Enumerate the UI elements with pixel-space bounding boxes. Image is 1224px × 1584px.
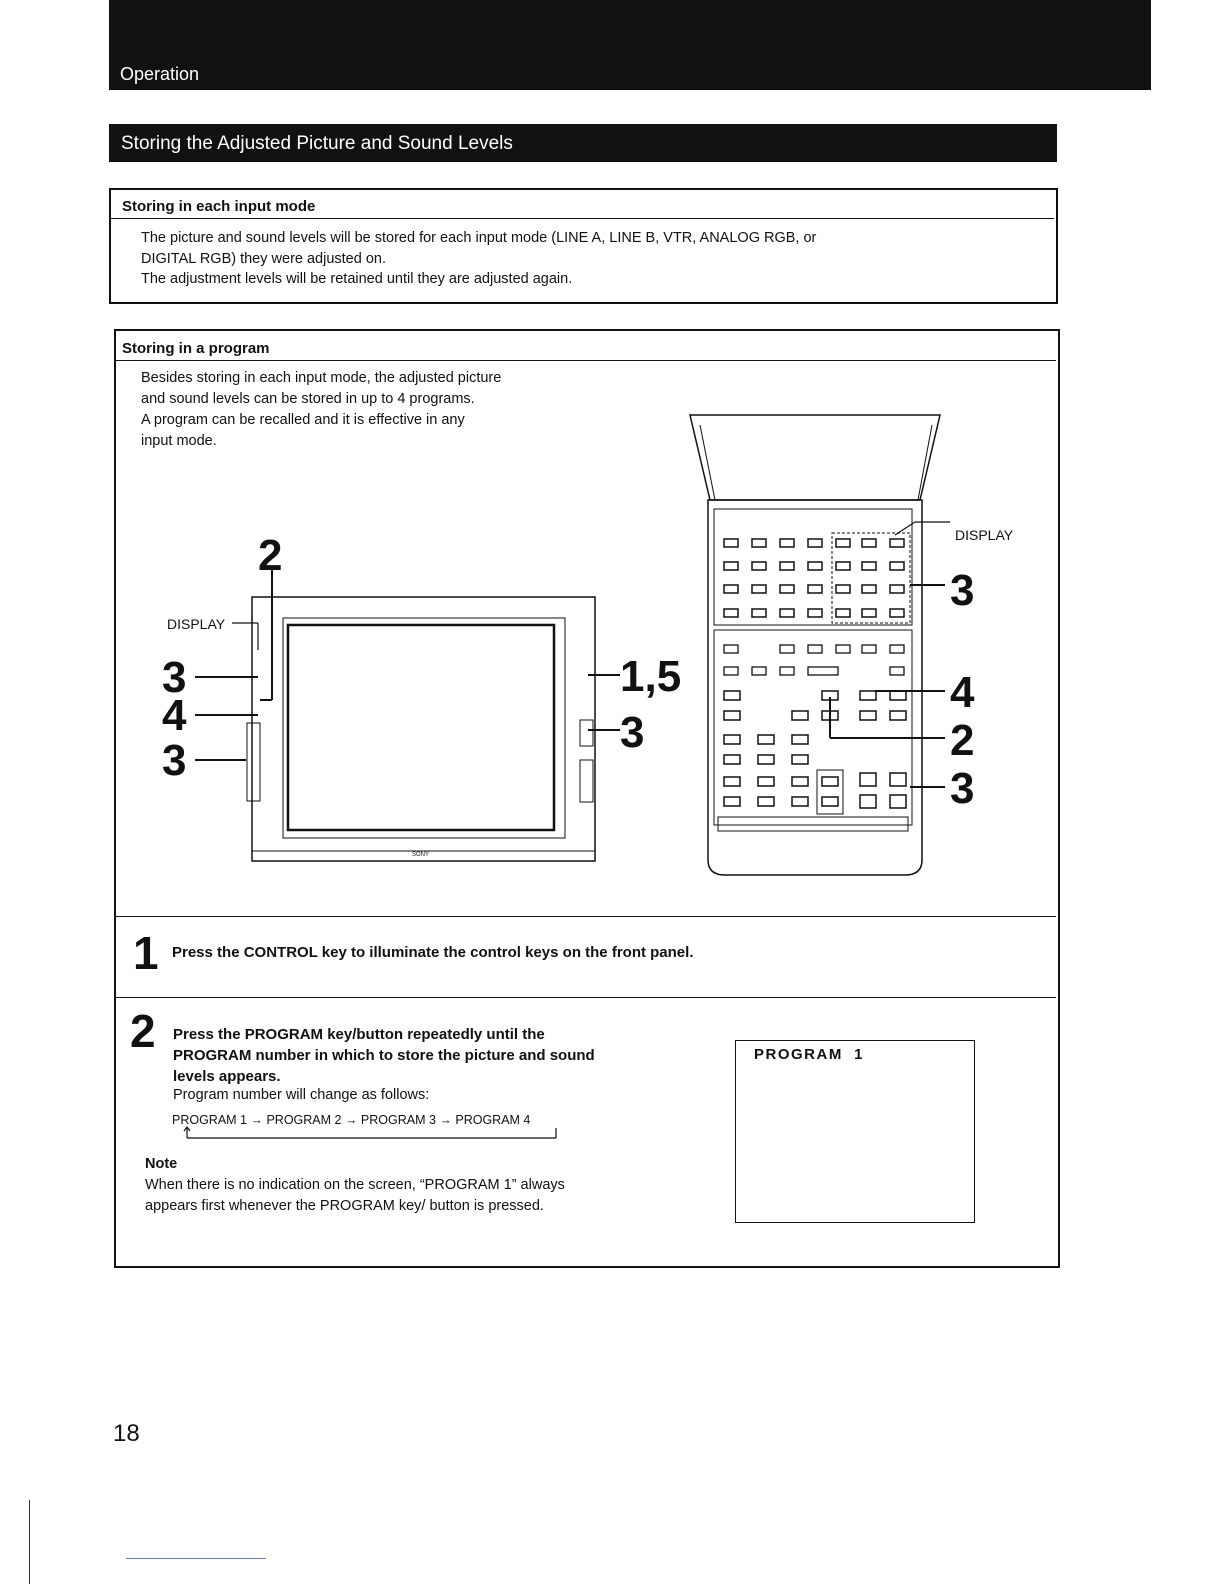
body-line: The picture and sound levels will be stored for each input mode (LINE A, LINE B, VTR, ANALOG RGB, or xyxy=(141,230,817,246)
monitor-screen xyxy=(288,625,554,830)
callout-number: 3 xyxy=(950,764,975,813)
monitor-and-remote-illustration xyxy=(140,405,1040,895)
callout-number: 2 xyxy=(258,531,283,580)
body-line: DIGITAL RGB) they were adjusted on. xyxy=(141,250,386,267)
divider xyxy=(116,916,1056,917)
callout-number: 4 xyxy=(162,691,187,740)
monitor-brand: SONY xyxy=(412,852,430,858)
callout-number: 3 xyxy=(620,708,645,757)
display-label-left: DISPLAY xyxy=(167,616,226,632)
sequence-loop-arrow xyxy=(180,1126,560,1142)
intro-line: A program can be recalled and it is effective in any xyxy=(141,412,465,428)
callout-number: 3 xyxy=(162,736,187,785)
margin-line xyxy=(29,1500,30,1584)
body-line: The adjustment levels will be retained until they are adjusted again. xyxy=(141,271,573,287)
intro-line: and sound levels can be stored in up to 4 programs. xyxy=(141,391,475,407)
step-1-text: Press the CONTROL key to illuminate the control keys on the front panel. xyxy=(172,944,694,961)
display-label-right: DISPLAY xyxy=(955,527,1014,543)
callout-number: 3 xyxy=(162,653,187,702)
callout-number: 4 xyxy=(950,668,975,717)
program-heading: Storing in a program xyxy=(122,340,270,357)
callout-number: 1,5 xyxy=(620,652,682,701)
intro-line: Besides storing in each input mode, the adjusted picture xyxy=(141,370,502,386)
note-body: When there is no indication on the screen, “PROGRAM 1” always appears first whenever the PROGRAM key/ button is pressed. xyxy=(145,1177,565,1214)
page-number: 18 xyxy=(113,1420,140,1447)
footer-rule xyxy=(126,1558,266,1559)
divider xyxy=(111,218,1054,219)
callout-number: 3 xyxy=(950,566,975,615)
monitor-frame xyxy=(252,597,595,861)
on-screen-display xyxy=(735,1040,975,1223)
step-2-number: 2 xyxy=(130,1005,156,1057)
step-2-text: Press the PROGRAM key/button repeatedly until the PROGRAM number in which to store the picture and sound levels appears. xyxy=(173,1026,595,1085)
input-mode-heading: Storing in each input mode xyxy=(122,198,316,215)
divider xyxy=(116,997,1056,998)
header-bar xyxy=(109,0,1151,90)
program-sequence: PROGRAM 1 → PROGRAM 2 → PROGRAM 3 → PROGRAM 4 xyxy=(172,1113,531,1127)
note-title: Note xyxy=(145,1156,178,1172)
divider xyxy=(116,360,1056,361)
page-title: Storing the Adjusted Picture and Sound Levels xyxy=(121,133,513,154)
step-1-number: 1 xyxy=(133,927,159,979)
callout-number: 2 xyxy=(950,716,975,765)
remote-frame xyxy=(708,500,922,875)
input-mode-body xyxy=(141,228,1021,290)
section-label: Operation xyxy=(120,64,200,84)
screen-display-text: PROGRAM 1 xyxy=(754,1046,865,1063)
step-2-subtext: Program number will change as follows: xyxy=(173,1087,430,1103)
intro-line: input mode. xyxy=(141,433,217,449)
